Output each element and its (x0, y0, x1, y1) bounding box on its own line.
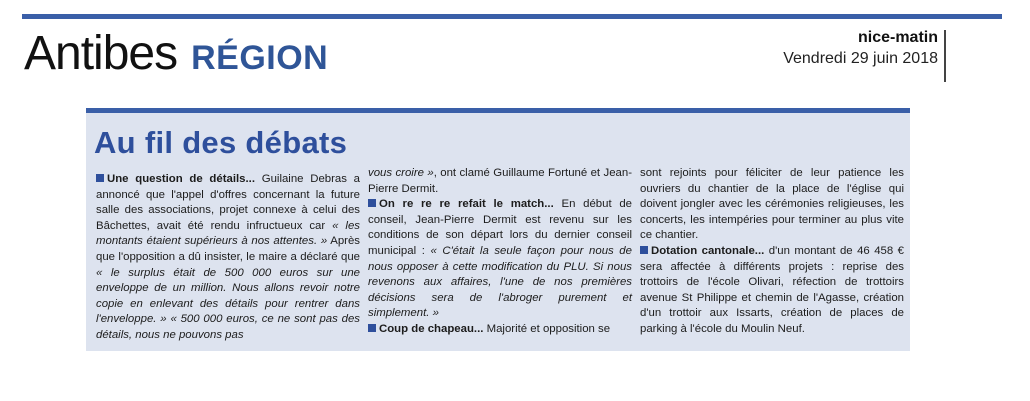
kicker-question-details: Une question de détails... (107, 173, 255, 185)
article-column-3 (640, 166, 904, 338)
quote: vous croire » (368, 167, 434, 179)
article-column-1 (96, 172, 360, 344)
article-title: Au fil des débats (94, 125, 348, 160)
paragraph-coup-chapeau (368, 322, 632, 338)
paragraph-continued (368, 166, 632, 197)
quote: « 500 000 euros, ce ne sont pas des détails, nous ne pouvons pas (96, 313, 360, 341)
quote: « le surplus était de 500 000 euros sur une enveloppe de un million. Nous allons revoir notre copie en enlevant des détails pour rentrer dans l'enveloppe. » (96, 266, 360, 326)
article-column-2 (368, 166, 632, 338)
masthead (783, 28, 938, 70)
quote: « C'était la seule façon pour nous de nous opposer à cette modification du PLU. Si nous revenons aux affaires, l'une de nos premières décisions sera de l'abroger purement et simplement. » (368, 244, 632, 320)
region-label: RÉGION (191, 39, 329, 77)
text: En début de conseil, Jean-Pierre Dermit est revenu sur les conditions de son départ lors du dernier conseil municipal : (368, 198, 632, 257)
square-bullet-icon (640, 246, 648, 254)
square-bullet-icon (96, 174, 104, 182)
paragraph-question-details (96, 172, 360, 344)
kicker-refait-match: On re re re refait le match... (379, 198, 554, 211)
text: sont rejoints pour féliciter de leur patience les ouvriers du chantier de la place de l'église qui doivent jongler avec les cérémonies religieuses, les concerts, les intempéries pour terminer au plus vite ce chantier. (640, 167, 904, 242)
square-bullet-icon (368, 199, 376, 207)
paragraph-dotation-cantonale (640, 244, 904, 338)
newspaper-name: nice-matin (857, 29, 938, 46)
top-rule (22, 14, 1002, 19)
text: , ont clamé Guillaume Fortuné et Jean-Pierre Dermit. (368, 167, 632, 195)
section-title: Antibes (24, 27, 178, 80)
article-box (86, 108, 910, 351)
text: d'un montant de 46 458 € sera affectée à différents projets : reprise des trottoirs de l'école Olivari, réfection de trottoirs avenue St Philippe et chemin de l'Agasse, création d'un trottoir aux Issarts, création de places de parking à l'école du Moulin Neuf. (640, 244, 904, 335)
paragraph-refait-match (368, 197, 632, 322)
kicker-dotation-cantonale: Dotation cantonale... (651, 244, 765, 257)
text: Guilaine Debras a annoncé que l'appel d'offres concernant la future salle des associations, projet connexe à celui des Bâchettes, avait été rendu infructueux car (96, 173, 360, 232)
text: Majorité et opposition se (483, 322, 611, 335)
header-divider (944, 30, 946, 82)
quote: « les montants étaient supérieurs à nos attentes. » (96, 219, 360, 248)
page-header (24, 26, 328, 82)
square-bullet-icon (368, 324, 376, 332)
publication-date: Vendredi 29 juin 2018 (783, 50, 938, 67)
paragraph-continued (640, 166, 904, 244)
kicker-coup-chapeau: Coup de chapeau... (379, 322, 484, 335)
text: Après que l'opposition a dû insister, le maire a déclaré que (96, 235, 360, 263)
